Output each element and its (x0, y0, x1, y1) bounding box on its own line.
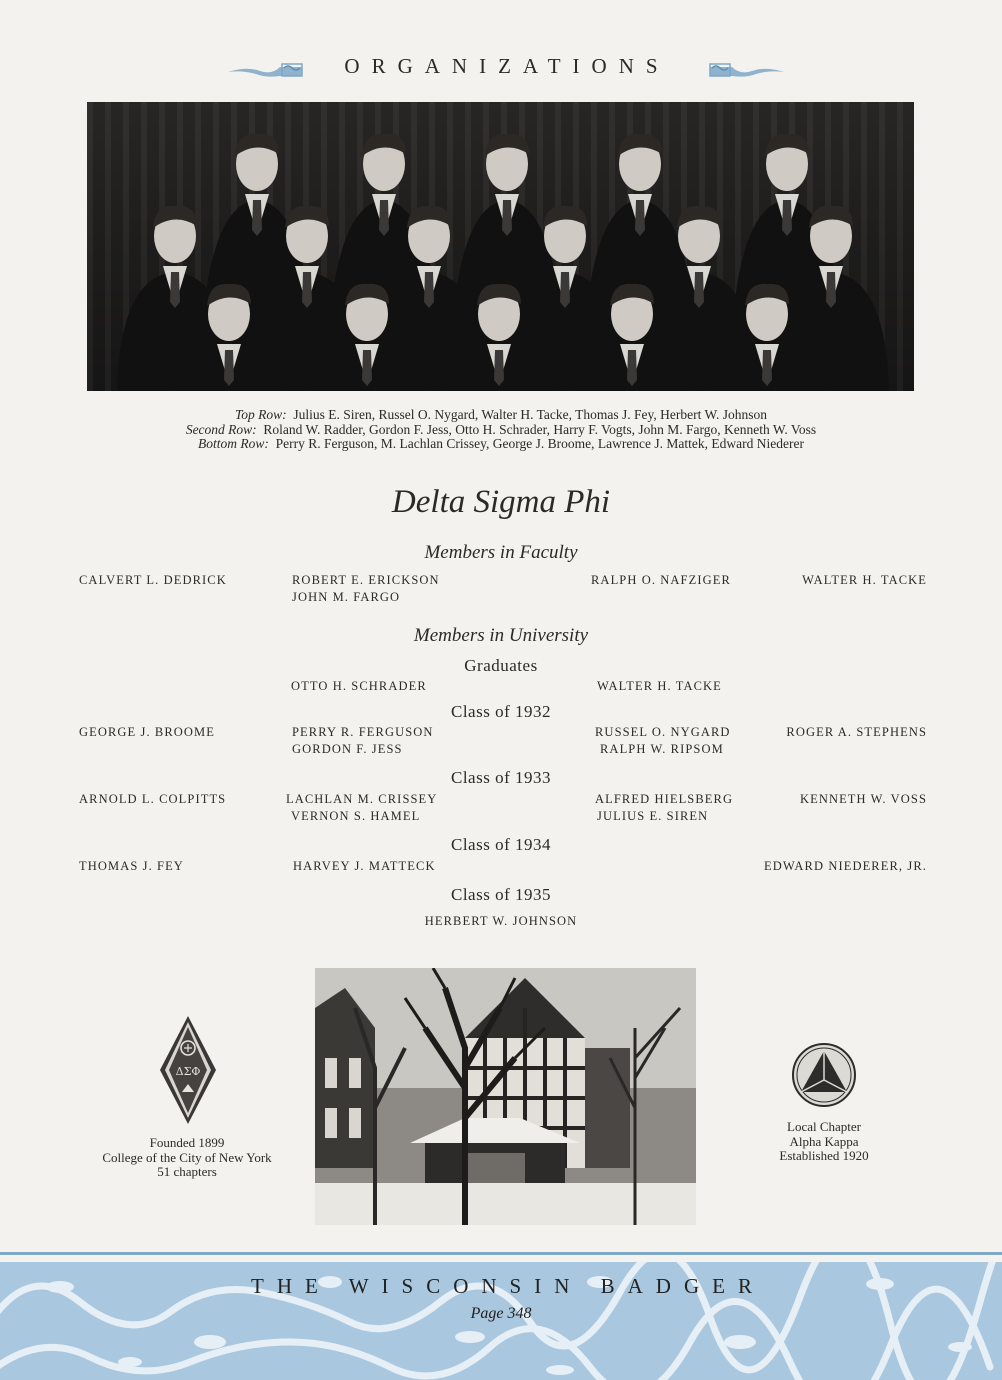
c1934-col4: EDWARD NIEDERER, JR. (764, 859, 927, 873)
fraternity-badge-icon (158, 1014, 218, 1126)
photo-caption (0, 408, 1002, 452)
class-1935-heading: Class of 1935 (451, 885, 551, 904)
faculty-heading: Members in Faculty (424, 542, 578, 563)
class-1932-heading: Class of 1932 (451, 702, 551, 721)
caption-row: Top Row: Julius E. Siren, Russel O. Nygard, Walter H. Tacke, Thomas J. Fey, Herbert W. Johnson (234, 407, 768, 422)
footer-title: THE WISCONSIN BADGER (251, 1274, 765, 1298)
founded-note: Founded 1899 College of the City of New York 51 chapters (102, 1135, 272, 1179)
university-heading: Members in University (413, 625, 589, 646)
class-1933-heading: Class of 1933 (451, 768, 551, 787)
c1932-col3: RUSSEL O. NYGARD RALPH W. RIPSOM (595, 725, 731, 756)
graduates-heading: Graduates (464, 656, 538, 675)
local-chapter-emblem-icon (791, 1042, 857, 1108)
faculty-col3: RALPH O. NAFZIGER (591, 573, 731, 587)
faculty-col4: WALTER H. TACKE (802, 573, 927, 587)
c1935-names: HERBERT W. JOHNSON (424, 914, 578, 928)
graduates-col2: OTTO H. SCHRADER (291, 679, 427, 693)
fraternity-title: Delta Sigma Phi (391, 484, 611, 520)
class-1934-heading: Class of 1934 (451, 835, 551, 854)
c1932-col4: ROGER A. STEPHENS (786, 725, 927, 739)
caption-row: Second Row: Roland W. Radder, Gordon F. Jess, Otto H. Schrader, Harry F. Vogts, John M. Fargo, Kenneth W. Voss (185, 421, 817, 437)
footer-rule (0, 1252, 1002, 1255)
c1933-col2: LACHLAN M. CRISSEY VERNON S. HAMEL (286, 792, 438, 823)
faculty-col2: ROBERT E. ERICKSON JOHN M. FARGO (292, 573, 440, 604)
c1932-col2: PERRY R. FERGUSON GORDON F. JESS (292, 725, 434, 756)
c1933-col1: ARNOLD L. COLPITTS (79, 792, 227, 806)
c1934-col1: THOMAS J. FEY (79, 859, 184, 873)
c1932-col1: GEORGE J. BROOME (79, 725, 216, 739)
badge-letters: ΔΣΦ (175, 1065, 201, 1078)
c1934-col2: HARVEY J. MATTECK (293, 859, 436, 873)
faculty-col1: CALVERT L. DEDRICK (79, 573, 227, 587)
right-ornament-icon (708, 58, 786, 78)
c1933-col4: KENNETH W. VOSS (799, 792, 927, 806)
group-photo (87, 102, 914, 391)
caption-row: Bottom Row: Perry R. Ferguson, M. Lachlan Crissey, George J. Broome, Lawrence J. Mattek, Edward Niederer (198, 436, 804, 451)
page-number: Page 348 (470, 1305, 532, 1322)
chapter-house-photo (315, 968, 696, 1225)
c1933-col3: ALFRED HIELSBERG JULIUS E. SIREN (595, 792, 734, 823)
page-section-title: ORGANIZATIONS (344, 54, 670, 78)
graduates-col3: WALTER H. TACKE (597, 679, 722, 693)
local-chapter-note: Local Chapter Alpha Kappa Established 1920 (779, 1119, 869, 1163)
